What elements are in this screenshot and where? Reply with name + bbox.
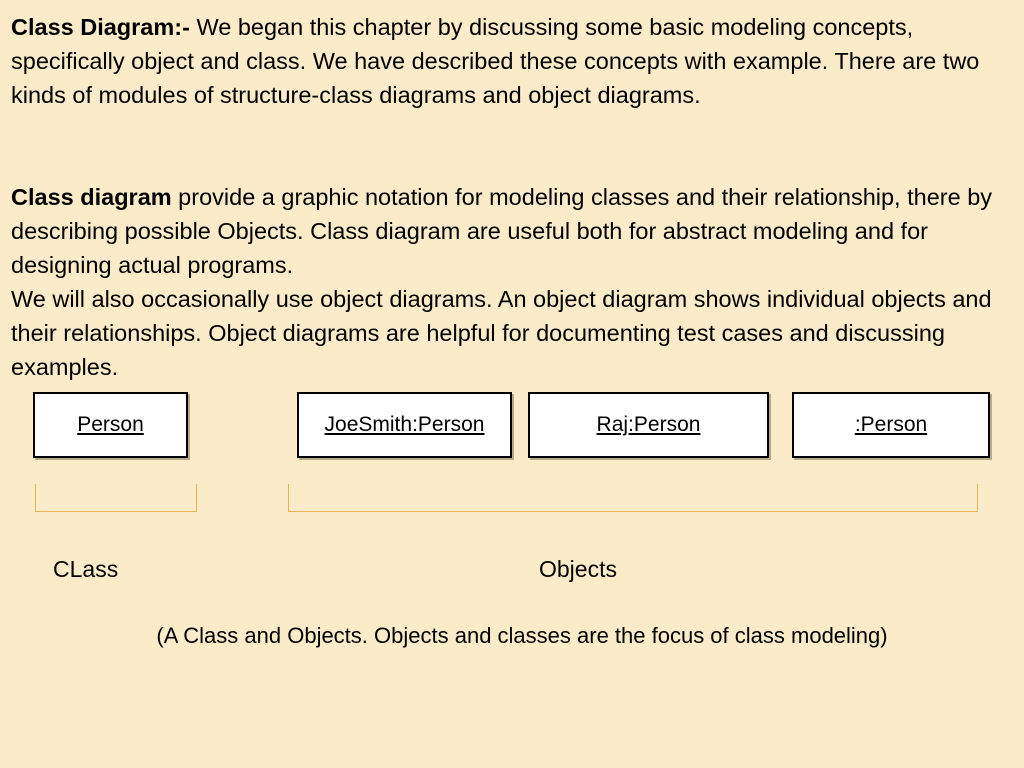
class-diagram-paragraph [11,180,1016,384]
class-box-label: Person [77,413,144,436]
class-box-person [33,392,188,458]
objects-bracket [288,484,978,512]
object-box-raj [528,392,769,458]
object-box-anonymous [792,392,990,458]
object-box-joesmith [297,392,512,458]
intro-paragraph [11,10,1016,112]
figure-caption: (A Class and Objects. Objects and classes are the focus of class modeling) [156,623,888,648]
object-box-label: JoeSmith:Person [324,413,485,436]
class-diagram-heading: Class Diagram:- [11,14,190,40]
class-group-label: CLass [53,556,119,582]
objects-group-label: Objects [539,556,617,582]
object-box-label: :Person [854,413,928,436]
class-diagram-text: provide a graphic notation for modeling classes and their relationship, there by describing possible Objects. Class diagram are useful both for abstract modeling and for designing actual programs. [11,184,993,278]
object-box-label: Raj:Person [596,413,701,436]
class-bracket [35,484,197,512]
object-diagram-text: We will also occasionally use object diagrams. An object diagram shows individual objects and their relationships. Object diagrams are helpful for documenting test cases and discussing examples. [11,286,992,380]
intro-text: We began this chapter by discussing some basic modeling concepts, specifically object and class. We have described these concepts with example. There are two kinds of modules of structure-class diagrams and object diagrams. [11,14,980,108]
class-diagram-term: Class diagram [11,184,172,210]
